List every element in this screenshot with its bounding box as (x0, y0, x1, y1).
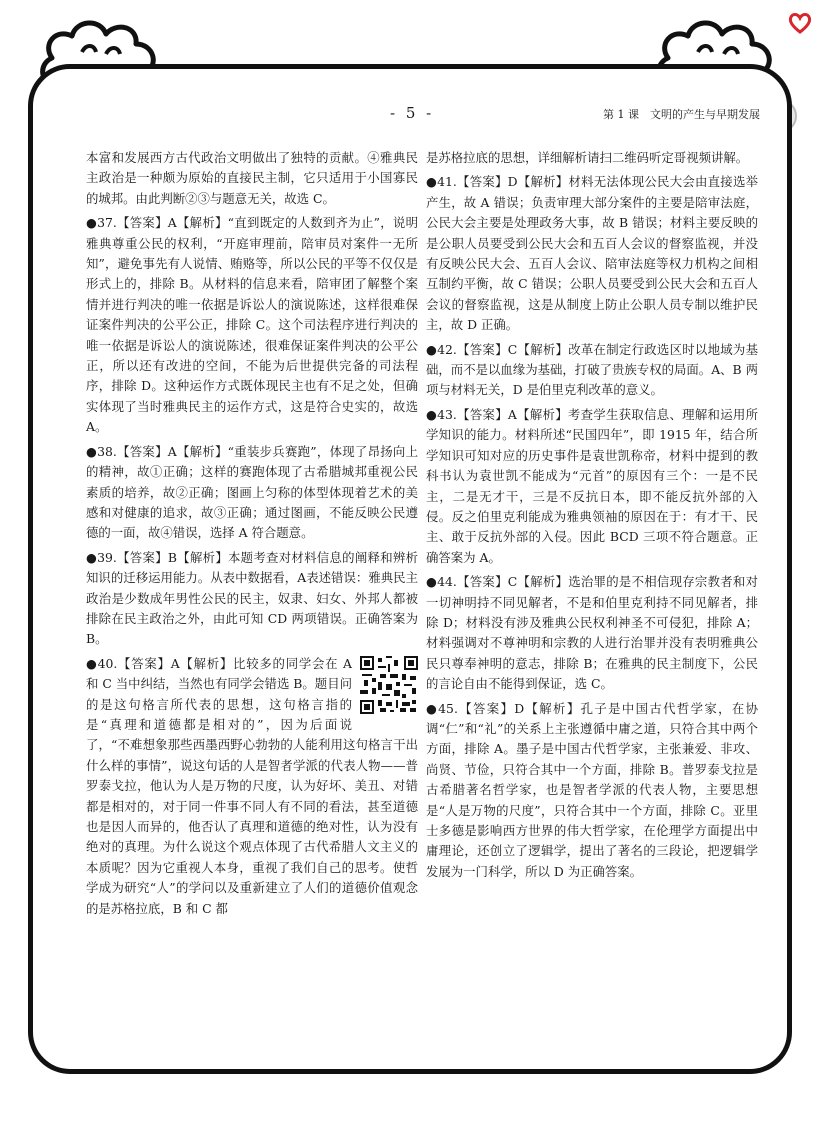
page-number: - 5 - (390, 104, 435, 122)
qr-code-icon[interactable] (360, 656, 418, 714)
right-column (426, 148, 758, 886)
answer-38: ●38.【答案】A【解析】“重装步兵赛跑”，体现了昂扬向上的精神，故①正确；这样的赛跑体现了古希腊城邦重视公民素质的培养，故②正确；图画上匀称的体型体现着艺术的美感和对健康的追求，故③正确；通过图画，不能反映公民遵德的一面，故④错误，选择 A 符合题意。 (86, 443, 418, 541)
answer-43: ●43.【答案】A【解析】考查学生获取信息、理解和运用所学知识的能力。材料所述“民国四年”，即 1915 年，结合所学知识可知对应的历史事件是袁世凯称帝，材料中提到的教科书认为袁世凯不能成为“元首”的原因有三个：一是不民主，二是无才干，三是不反抗日本，即不能反抗外部的入侵。反之伯里克利能成为雅典领袖的原因在于：有才干、民主、敢于反抗外部的入侵。因此 BCD 三项不符合题意。正确答案为 A。 (426, 406, 758, 565)
answer-44: ●44.【答案】C【解析】选治罪的是不相信现存宗教者和对一切神明持不同见解者，不是和伯里克利持不同见解者，排除 D；材料没有涉及雅典公民权利神圣不可侵犯，排除 A；材料强调对不尊神明和宗教的人进行治罪并没有表明雅典公民只尊奉神明的意志，排除 B；在雅典的民主制度下，公民的言论自由不能得到保证，选 C。 (426, 574, 758, 692)
paragraph: 是苏格拉底的思想，详细解析请扫二维码听定哥视频讲解。 (426, 150, 749, 165)
answer-41: ●41.【答案】D【解析】材料无法体现公民大会由直接选举产生，故 A 错误；负责审理大部分案件的主要是陪审法庭，公民大会主要是处理政务大事，故 B 错误；材料主要反映的是公职人员要受到公民大会和五百人会议的督察监视，并没有反映公民大会、五百人会议、陪审法庭等权力机构之间相互制约平衡，故 C 错误；公职人员要受到公民大会和五百人会议的督察监视，这是从制度上防止公职人员专制以维护民主，故 D 正确。 (426, 174, 758, 333)
lesson-title: 第 1 课 文明的产生与早期发展 (603, 108, 760, 121)
page-header (60, 104, 760, 128)
answer-37: ●37.【答案】A【解析】“直到既定的人数到齐为止”，说明雅典尊重公民的权利，“开庭审理前，陪审员对案件一无所知”，避免事先有人说情、贿赂等，所以公民的平等不仅仅是形式上的，排除 B。从材料的信息来看，陪审团了解整个案情并进行判决的唯一依据是诉讼人的演说陈述，这样很难保证案件判决的公平公正，排除 C。这个司法程序进行判决的唯一依据是诉讼人的演说陈述，很难保证案件判决的公平公正，所以还有改进的空间，不能为后世提供完备的司法程序，排除 D。这种运作方式既体现民主也有不足之处，但确实体现了当时雅典民主的运作方式，这是符合史实的，故选 A。 (86, 215, 418, 435)
heart-icon (788, 12, 812, 38)
left-column (86, 148, 418, 923)
answer-39: ●39.【答案】B【解析】本题考查对材料信息的阐释和辨析知识的迁移运用能力。从表中数据看，A表述错误：雅典民主政治是少数成年男性公民的民主，奴隶、妇女、外邦人都被排除在民主政治之外，由此可知 CD 两项错误。正确答案为 B。 (86, 549, 418, 647)
answer-40: ●40.【答案】A【解析】比较多的同学会在 A 和 C 当中纠结，当然也有同学会错选 B。题目问的是这句格言所代表的思想，这句格言指的是“真理和道德都是相对的”，因为后面说了，“不难想象那些西墨西野心勃勃的人能利用这句格言干出什么样的事情”，说这句话的人是智者学派的代表人物——普罗泰戈拉，他认为人是万物的尺度，认为好坏、美丑、对错都是相对的，对于同一件事不同人有不同的看法，甚至道德也是因人而异的，他否认了真理和道德的绝对性，认为没有绝对的真理。为什么说这个观点体现了古代希腊人文主义的本质呢？因为它重视人本身，重视了我们自己的思考。使哲学成为研究“人”的学问以及重新建立了人们的道德价值观念的是苏格拉底，B 和 C 都 (86, 655, 418, 916)
answer-45: ●45.【答案】D【解析】孔子是中国古代哲学家，在协调“仁”和“礼”的关系上主张遵循中庸之道，只符合其中两个方面，排除 A。墨子是中国古代哲学家，主张兼爱、非攻、尚贤、节俭，只符合其中一个方面，排除 B。普罗泰戈拉是古希腊著名哲学家，也是智者学派的代表人物，主要思想是“人是万物的尺度”，只符合其中一个方面，排除 C。亚里士多德是影响西方世界的伟大哲学家，在伦理学方面提出中庸理论，还创立了逻辑学，提出了著名的三段论，把逻辑学发展为一门科学，所以 D 为正确答案。 (426, 700, 758, 879)
answer-42: ●42.【答案】C【解析】改革在制定行政选区时以地域为基础，而不是以血缘为基础，打破了贵族专权的局面。A、B 两项与材料无关，D 是伯里克利改革的意义。 (426, 341, 758, 398)
paragraph: 本富和发展西方古代政治文明做出了独特的贡献。④雅典民主政治是一种颇为原始的直接民主制，它只适用于小国寡民的城邦。由此判断②③与题意无关，故选 C。 (86, 150, 418, 206)
